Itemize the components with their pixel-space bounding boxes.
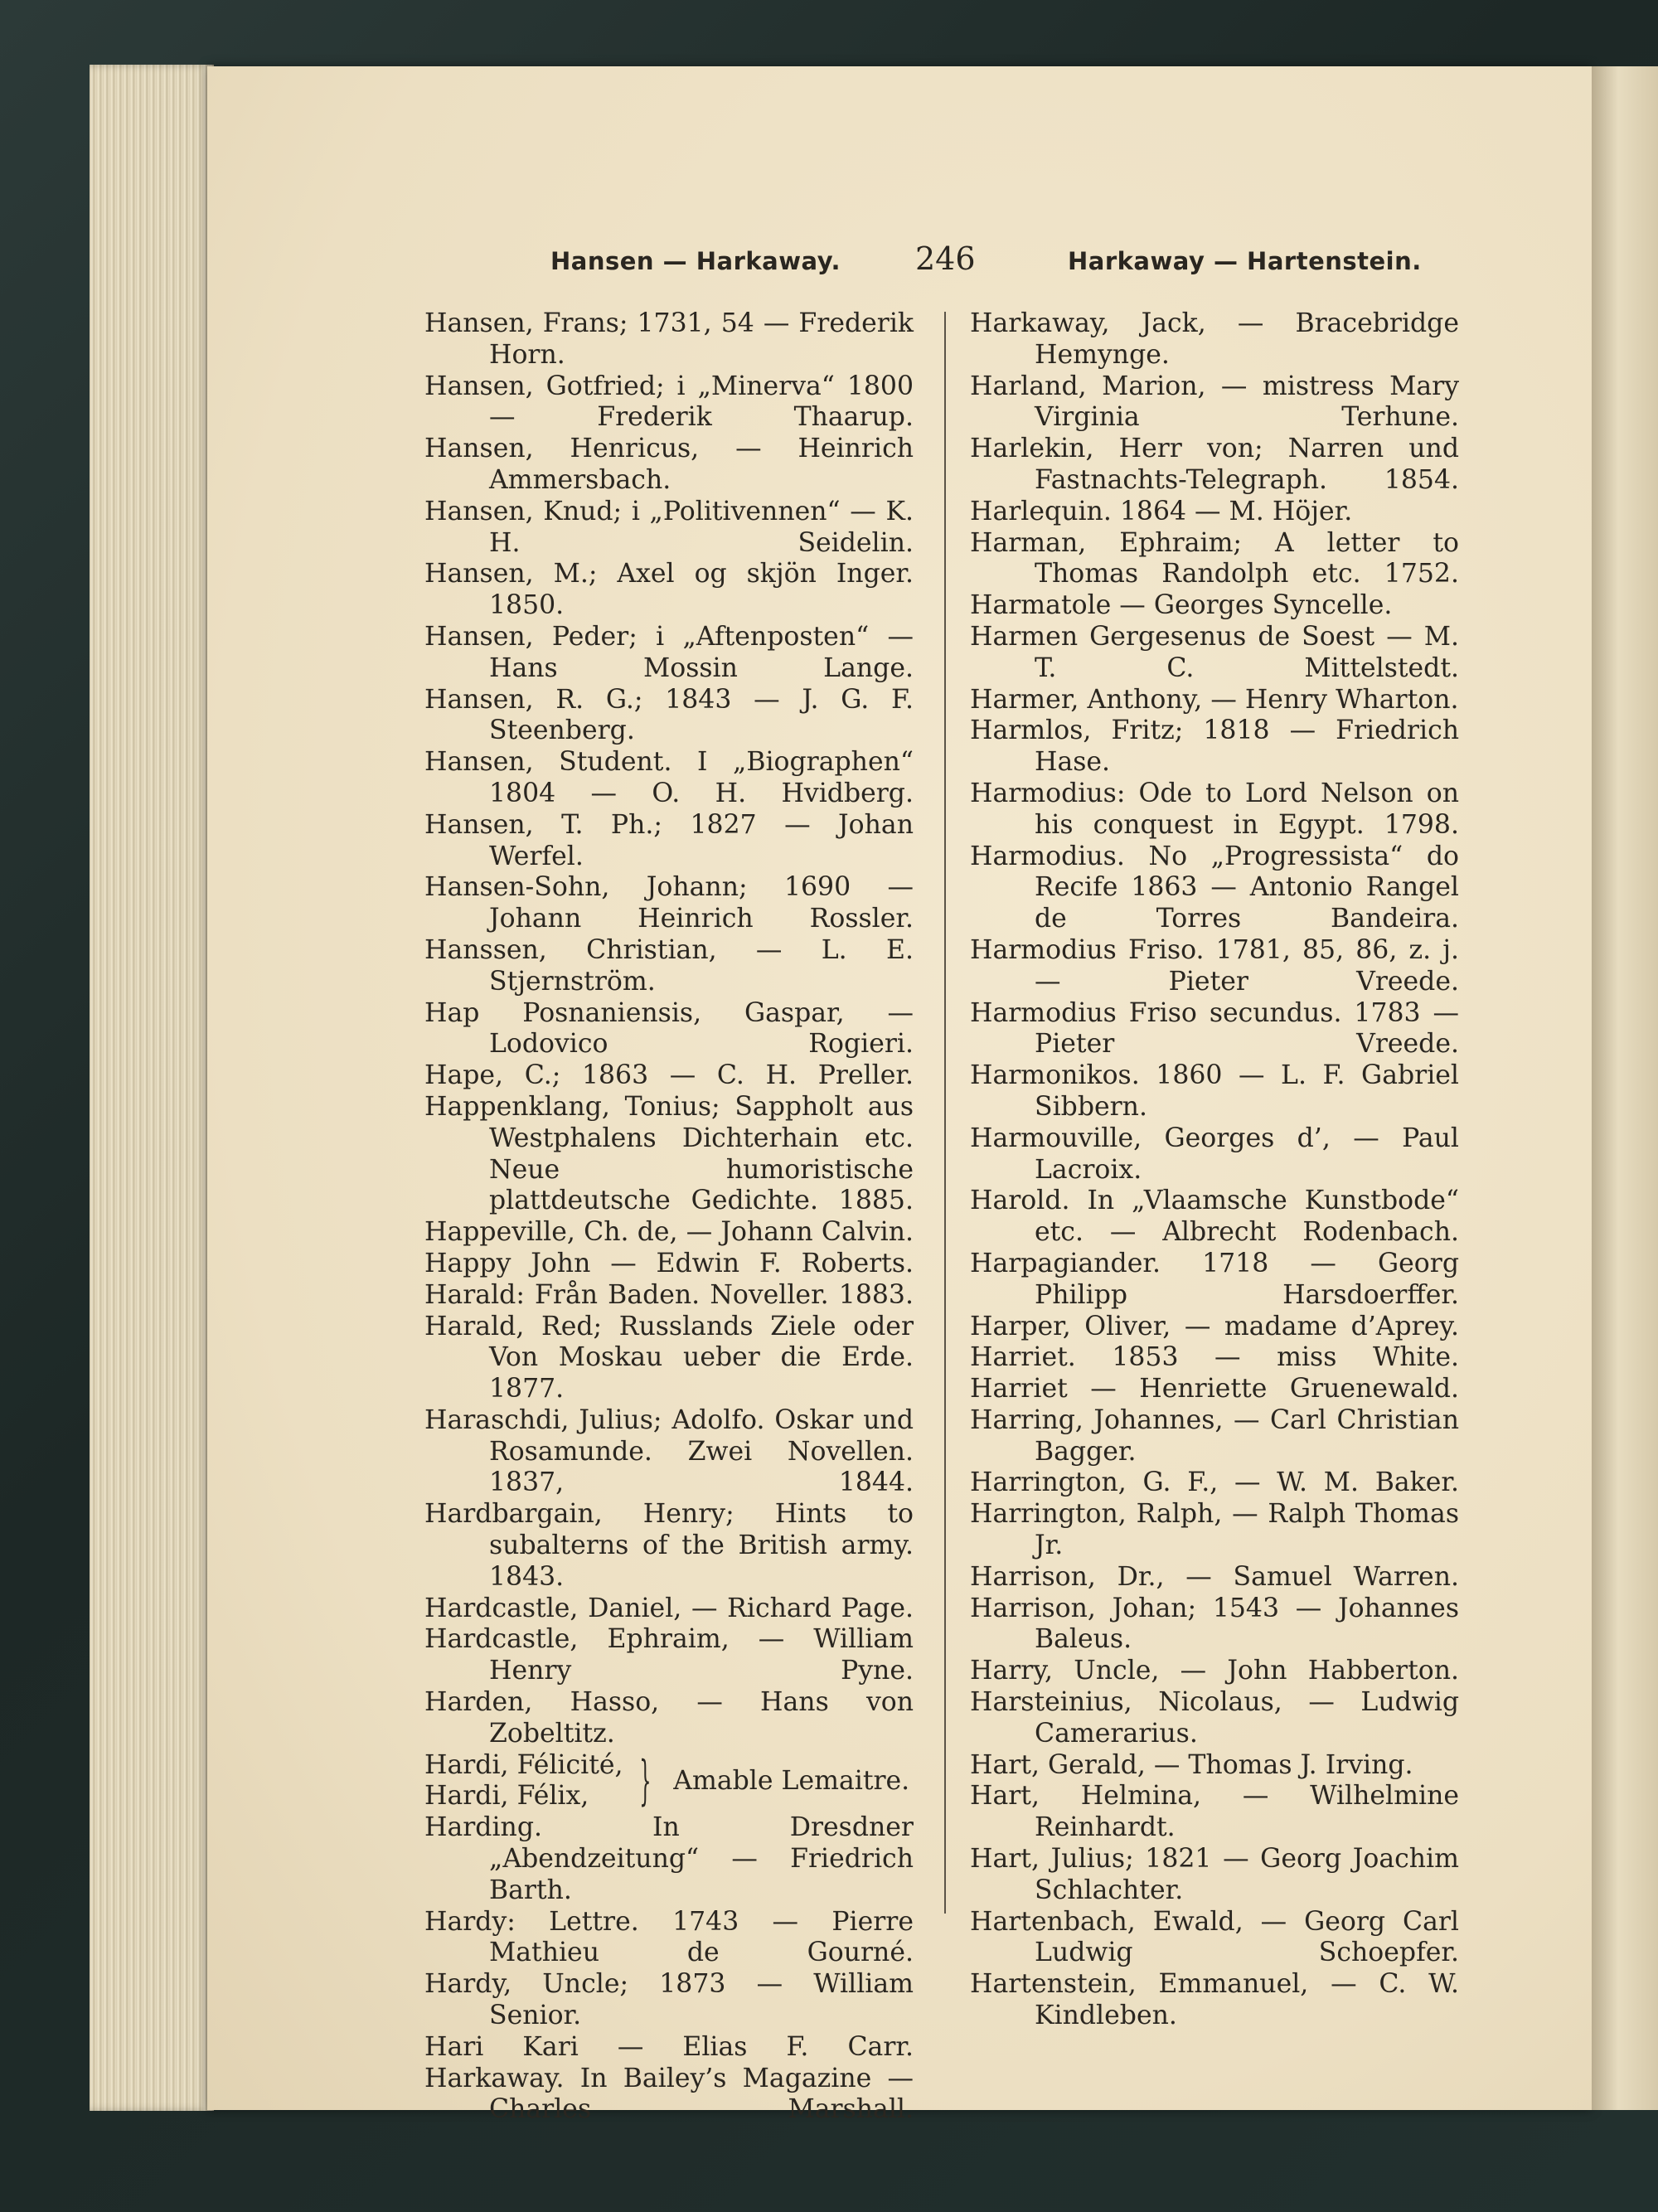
index-entry: Harald, Red; Russlands Ziele oder Von Moskau ueber die Erde. 1877. xyxy=(424,1311,914,1404)
index-entry: Hansen, Frans; 1731, 54 — Frederik Horn. xyxy=(424,308,914,370)
index-entry: Harmatole — Georges Syncelle. xyxy=(970,590,1393,621)
index-entry: Harden, Hasso, — Hans von Zobeltitz. xyxy=(424,1687,914,1749)
index-entry: Harmodius. No „Progressista“ do Recife 1863 — Antonio Rangel de Torres Bandeira. xyxy=(970,841,1459,934)
running-head-right: Harkaway — Hartenstein. xyxy=(1068,247,1422,275)
index-entry: Harriet. 1853 — miss White. xyxy=(970,1342,1459,1373)
index-entry: Hart, Helmina, — Wilhelmine Reinhardt. xyxy=(970,1781,1459,1843)
index-entry: Hartenstein, Emmanuel, — C. W. Kindleben. xyxy=(970,1969,1459,2031)
index-entry: Harkaway, Jack, — Bracebridge Hemynge. xyxy=(970,308,1459,370)
index-entry: Harrison, Johan; 1543 — Johannes Baleus. xyxy=(970,1593,1459,1655)
index-entry: Harpagiander. 1718 — Georg Philipp Harsdoerffer. xyxy=(970,1248,1459,1310)
page-edges xyxy=(90,65,214,2111)
index-entry: Harold. In „Vlaamsche Kunstbode“ etc. — Albrecht Rodenbach. xyxy=(970,1186,1459,1248)
index-entry: Hari Kari — Elias F. Carr. xyxy=(424,2031,914,2062)
index-entry: Harmodius Friso secundus. 1783 — Pieter Vreede. xyxy=(970,997,1459,1060)
index-entry: Hape, C.; 1863 — C. H. Preller. xyxy=(424,1060,914,1091)
index-entry: Hansen-Sohn, Johann; 1690 — Johann Heinrich Rossler. xyxy=(424,872,914,934)
index-entry: Harmouville, Georges d’, — Paul Lacroix. xyxy=(970,1123,1459,1185)
index-entry: Harmlos, Fritz; 1818 — Friedrich Hase. xyxy=(970,716,1459,778)
hardi-name-1: Hardi, Félicité, xyxy=(424,1749,623,1780)
hardi-name-2: Hardi, Félix, xyxy=(424,1781,589,1812)
index-entry: Harkaway. In Bailey’s Magazine — Charles Marshall. xyxy=(424,2063,914,2125)
index-entry: Haraschdi, Julius; Adolfo. Oskar und Rosamunde. Zwei Novellen. 1837, 1844. xyxy=(424,1404,914,1498)
index-entry: Happy John — Edwin F. Roberts. xyxy=(424,1248,914,1278)
index-entry: Harring, Johannes, — Carl Christian Bagger. xyxy=(970,1404,1459,1467)
index-entry: Harper, Oliver, — madame d’Aprey. xyxy=(970,1311,1459,1341)
index-entry: Hansen, Knud; i „Politivennen“ — K. H. Seidelin. xyxy=(424,496,914,558)
hardi-target: Amable Lemaitre. xyxy=(673,1765,910,1796)
index-entry: Harmer, Anthony, — Henry Wharton. xyxy=(970,684,1459,715)
index-entry: Harald: Från Baden. Noveller. 1883. xyxy=(424,1279,914,1310)
index-entry: Hardcastle, Ephraim, — William Henry Pyne. xyxy=(424,1624,914,1686)
index-entry: Harland, Marion, — mistress Mary Virginia Terhune. xyxy=(970,371,1459,433)
index-entry: Harrington, Ralph, — Ralph Thomas Jr. xyxy=(970,1499,1459,1561)
index-entry: Hansen, T. Ph.; 1827 — Johan Werfel. xyxy=(424,809,914,871)
index-entry: Harrison, Dr., — Samuel Warren. xyxy=(970,1561,1459,1592)
index-entry: Harmodius Friso. 1781, 85, 86, z. j. — Pieter Vreede. xyxy=(970,934,1459,997)
index-entry: Hardbargain, Henry; Hints to subalterns of the British army. 1843. xyxy=(424,1499,914,1592)
index-entry: Hansen, M.; Axel og skjön Inger. 1850. xyxy=(424,559,914,621)
page-number: 246 xyxy=(915,240,976,277)
index-entry: Happenklang, Tonius; Sappholt aus Westphalens Dichterhain etc. Neue humoristische plattdeutsche Gedichte. 1885. xyxy=(424,1091,914,1216)
index-entry: Hartenbach, Ewald, — Georg Carl Ludwig Schoepfer. xyxy=(970,1906,1459,1968)
index-entry: Harry, Uncle, — John Habberton. xyxy=(970,1656,1459,1686)
right-column xyxy=(970,308,1459,2032)
index-entry: Happeville, Ch. de, — Johann Calvin. xyxy=(424,1217,914,1248)
index-entry: Harsteinius, Nicolaus, — Ludwig Camerarius. xyxy=(970,1687,1459,1749)
index-entry: Hansen, Student. I „Biographen“ 1804 — O. H. Hvidberg. xyxy=(424,747,914,808)
index-entry: Hardy: Lettre. 1743 — Pierre Mathieu de Gourné. xyxy=(424,1906,914,1968)
index-entry: Harlekin, Herr von; Narren und Fastnachts-Telegraph. 1854. xyxy=(970,434,1459,495)
index-entry: Harlequin. 1864 — M. Höjer. xyxy=(970,496,1353,526)
index-entry: Hansen, Peder; i „Aftenposten“ — Hans Mossin Lange. xyxy=(424,621,914,683)
brace-icon: } xyxy=(638,1750,652,1812)
index-entry: Harman, Ephraim; A letter to Thomas Randolph etc. 1752. xyxy=(970,527,1459,589)
index-entry: Hansen, R. G.; 1843 — J. G. F. Steenberg. xyxy=(424,684,914,746)
index-entry: Harrington, G. F., — W. M. Baker. xyxy=(970,1467,1459,1498)
hardi-entry-group xyxy=(424,1750,914,1813)
index-entry: Harmonikos. 1860 — L. F. Gabriel Sibbern. xyxy=(970,1060,1459,1122)
index-entry: Hart, Julius; 1821 — Georg Joachim Schlachter. xyxy=(970,1844,1459,1905)
index-entry: Hart, Gerald, — Thomas J. Irving. xyxy=(970,1749,1413,1780)
index-entry: Hap Posnaniensis, Gaspar, — Lodovico Rogieri. xyxy=(424,997,914,1060)
index-entry: Harriet — Henriette Gruenewald. xyxy=(970,1374,1459,1404)
next-page-fold xyxy=(1592,66,1658,2110)
index-entry: Harding. In Dresdner „Abendzeitung“ — Friedrich Barth. xyxy=(424,1812,914,1905)
column-divider xyxy=(944,312,946,1914)
left-column xyxy=(424,308,914,2126)
index-entry: Hanssen, Christian, — L. E. Stjernström. xyxy=(424,934,914,997)
index-entry: Hardcastle, Daniel, — Richard Page. xyxy=(424,1593,914,1623)
index-entry: Harmodius: Ode to Lord Nelson on his conquest in Egypt. 1798. xyxy=(970,778,1459,840)
index-entry: Hansen, Gotfried; i „Minerva“ 1800 — Frederik Thaarup. xyxy=(424,371,914,433)
index-entry: Hansen, Henricus, — Heinrich Ammersbach. xyxy=(424,434,914,495)
index-entry: Harmen Gergesenus de Soest — M. T. C. Mittelstedt. xyxy=(970,621,1459,683)
index-entry: Hardy, Uncle; 1873 — William Senior. xyxy=(424,1969,914,2031)
running-head-left: Hansen — Harkaway. xyxy=(550,247,841,275)
